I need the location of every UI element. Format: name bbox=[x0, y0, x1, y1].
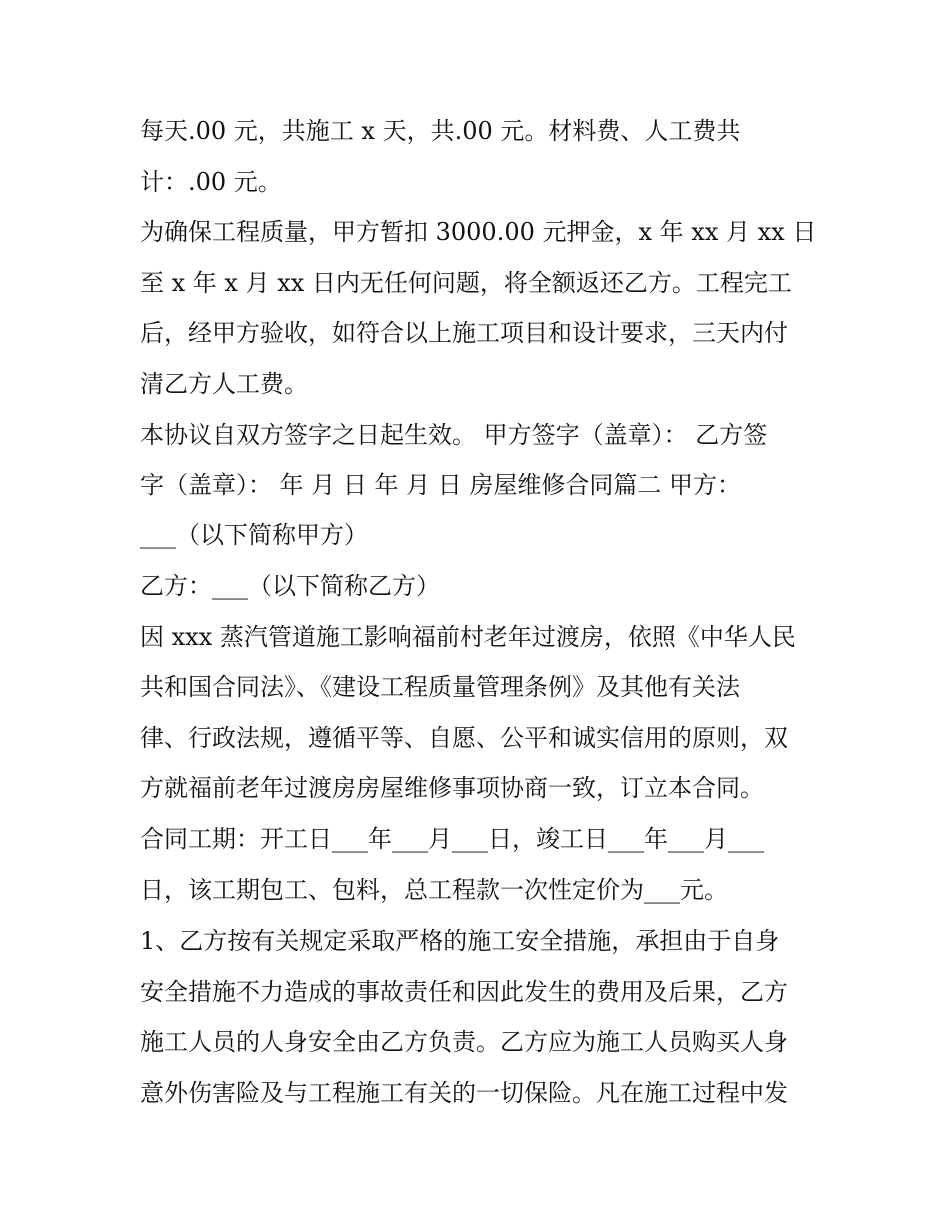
text-line: 1、乙方按有关规定采取严格的施工安全措施，承担由于自身 bbox=[140, 927, 780, 955]
text-line: 共和国合同法》、《建设工程质量管理条例》及其他有关法 bbox=[140, 673, 740, 701]
text-line: 清乙方人工费。 bbox=[140, 370, 308, 398]
text-line: 安全措施不力造成的事故责任和因此发生的费用及后果，乙方 bbox=[140, 978, 788, 1006]
text-line: 字（盖章）： 年 月 日 年 月 日 房屋维修合同篇二 甲方： bbox=[140, 471, 742, 499]
text-line: 律、行政法规，遵循平等、自愿、公平和诚实信用的原则，双 bbox=[140, 724, 788, 752]
text-line: 日，该工期包工、包料，总工程款一次性定价为___元。 bbox=[140, 876, 728, 904]
text-line: 乙方：___（以下简称乙方） bbox=[140, 572, 440, 600]
text-line: 计：.00 元。 bbox=[140, 168, 282, 196]
text-line: 合同工期：开工日___年___月___日，竣工日___年___月___ bbox=[140, 825, 764, 853]
text-line: 后，经甲方验收，如符合以上施工项目和设计要求，三天内付 bbox=[140, 319, 788, 347]
text-line: 本协议自双方签字之日起生效。 甲方签字（盖章）： 乙方签 bbox=[140, 421, 768, 449]
text-line: 为确保工程质量，甲方暂扣 3000.00 元押金，x 年 xx 月 xx 日 bbox=[140, 218, 817, 246]
text-line: 每天.00 元，共施工 x 天，共.00 元。材料费、人工费共 bbox=[140, 117, 741, 145]
text-line: 方就福前老年过渡房房屋维修事项协商一致，订立本合同。 bbox=[140, 774, 764, 802]
text-line: ___（以下简称甲方） bbox=[140, 521, 368, 549]
text-line: 施工人员的人身安全由乙方负责。乙方应为施工人员购买人身 bbox=[140, 1028, 788, 1056]
text-line: 至 x 年 x 月 xx 日内无任何问题，将全额返还乙方。工程完工 bbox=[140, 269, 792, 297]
text-line: 因 xxx 蒸汽管道施工影响福前村老年过渡房，依照《中华人民 bbox=[140, 623, 796, 651]
text-line: 意外伤害险及与工程施工有关的一切保险。凡在施工过程中发 bbox=[140, 1079, 788, 1107]
